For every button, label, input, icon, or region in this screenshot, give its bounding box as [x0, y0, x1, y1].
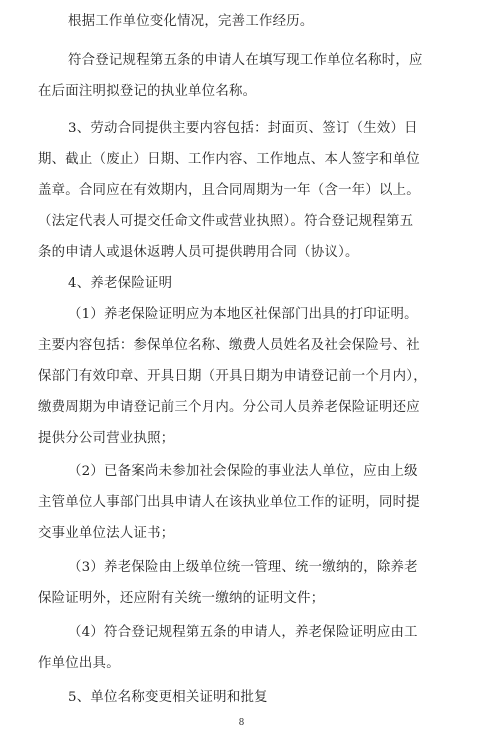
text-line: 符合登记规程第五条的申请人在填写现工作单位名称时，应: [68, 53, 423, 68]
text-line: 提供分公司营业执照；: [38, 431, 175, 446]
text-line: （1）养老保险证明应为本地区社保部门出具的打印证明。: [68, 307, 418, 322]
text-line: 根据工作单位变化情况，完善工作经历。: [68, 14, 314, 29]
text-line: 缴费周期为申请登记前三个月内。分公司人员养老保险证明还应: [38, 400, 420, 415]
text-line: 条的申请人或退休返聘人员可提供聘用合同（协议）。: [38, 245, 359, 260]
text-line: 盖章。合同应在有效期内，且合同周期为一年（含一年）以上。: [38, 183, 420, 198]
text-line: 3、劳动合同提供主要内容包括：封面页、签订（生效）日: [68, 121, 418, 136]
section-heading: 5、单位名称变更相关证明和批复: [68, 690, 268, 705]
text-line: （4）符合登记规程第五条的申请人，养老保险证明应由工: [68, 625, 418, 640]
text-line: 主管单位人事部门出具申请人在该执业单位工作的证明，同时提: [38, 495, 420, 510]
text-line: （2）已备案尚未参加社会保险的事业法人单位，应由上级: [68, 464, 418, 479]
text-line: 期、截止（废止）日期、工作内容、工作地点、本人签字和单位: [38, 152, 420, 167]
text-line: 主要内容包括：参保单位名称、缴费人员姓名及社会保险号、社: [38, 338, 420, 353]
text-line: 保部门有效印章、开具日期（开具日期为申请登记前一个月内），: [38, 369, 427, 384]
text-line: 交事业单位法人证书；: [38, 526, 175, 541]
text-line: （3）养老保险由上级单位统一管理、统一缴纳的，除养老: [68, 560, 418, 575]
text-line: 在后面注明拟登记的执业单位名称。: [38, 84, 257, 99]
page-number: 8: [238, 718, 245, 728]
section-heading: 4、养老保险证明: [68, 276, 173, 291]
text-line: 作单位出具。: [38, 656, 120, 671]
text-line: 保险证明外，还应附有关统一缴纳的证明文件；: [38, 591, 325, 606]
text-line: （法定代表人可提交任命文件或营业执照）。符合登记规程第五: [38, 214, 414, 229]
